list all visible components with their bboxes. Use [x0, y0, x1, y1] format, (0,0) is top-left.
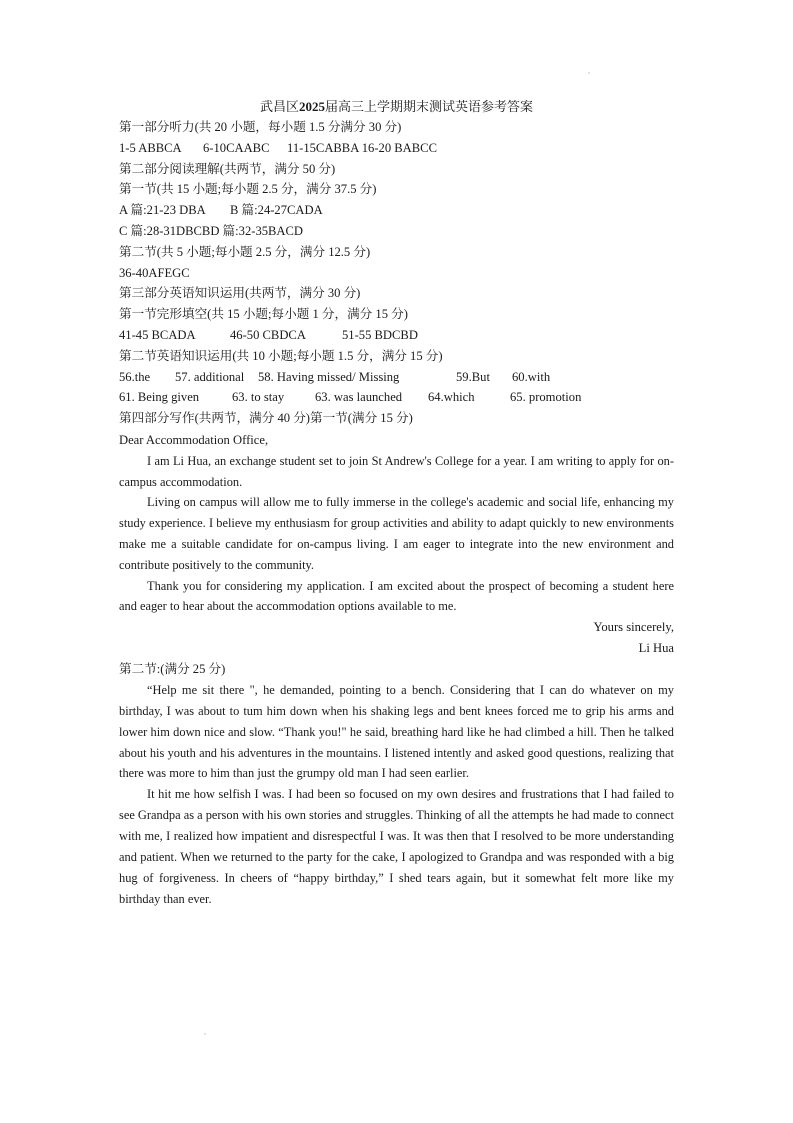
cloze-answers: [119, 325, 674, 346]
grammar-61: 61. Being given: [119, 390, 200, 405]
story-header: 第二节:(满分 25 分): [119, 662, 226, 676]
grammar-59: 59.But: [456, 369, 490, 384]
letter-salutation: Dear Accommodation Office,: [119, 433, 269, 447]
grammar-65: 65. promotion: [510, 390, 582, 405]
scan-speck: [204, 1033, 206, 1035]
cloze-46-50: 46-50 CBDCA: [230, 327, 306, 342]
story-paragraph: It hit me how selfish I was. I had been so focused on my own desires and frustrations that I had failed to see Grandpa as a person with his own stories and struggles. Thinking of all the attempts he had made to connect with me, I realized how impatient and disrespectful I was. It was then that I resolved to be more understanding and patient. When we returned to the party for the cake, I apologized to Grandpa and was responded with a big hug of forgiveness. In cheers of “happy birthday,” I shed tears again, but it somewhat felt more like my birthday than ever.: [119, 787, 674, 906]
letter-paragraph: Thank you for considering my application. I am excited about the prospect of becoming a student here and eager to hear about the accommodation options available to me.: [119, 578, 674, 614]
grammar-header: 第二节英语知识运用(共 10 小题;每小题 1.5 分，满分 15 分): [119, 348, 443, 363]
grammar-row-2: [119, 387, 674, 408]
grammar-57: 57. additional: [175, 369, 245, 384]
reading-b: B 篇:24-27CADA: [230, 203, 323, 218]
page-title: [119, 97, 674, 117]
cloze-header: 第一节完形填空(共 15 小题;每小题 1 分，满分 15 分): [119, 307, 408, 322]
usage-header: 第三部分英语知识运用(共两节，满分 30 分): [119, 286, 361, 301]
title-part1: 武昌区: [259, 99, 299, 114]
listening-answers: [119, 138, 674, 159]
grammar-row-1: [119, 367, 674, 388]
grammar-63: 63. was launched: [315, 390, 403, 405]
listening-11-20: 11-15CABBA 16-20 BABCC: [287, 140, 437, 155]
grammar-56: 56.the: [119, 369, 151, 384]
grammar-64: 64.which: [428, 390, 475, 405]
reading-section2-header: 第二节(共 5 小题;每小题 2.5 分，满分 12.5 分): [119, 244, 371, 259]
listening-header: 第一部分听力(共 20 小题，每小题 1.5 分满分 30 分): [119, 120, 402, 134]
grammar-58: 58. Having missed/ Missing: [258, 369, 400, 384]
reading-header: 第二部分阅读理解(共两节，满分 50 分): [119, 161, 336, 176]
title-year: 2025: [299, 99, 325, 114]
reading-section2-answers: 36-40AFEGC: [119, 265, 190, 280]
grammar-60: 60.with: [512, 369, 551, 384]
reading-a: A 篇:21-23 DBA: [119, 203, 206, 218]
listening-6-10: 6-10CAABC: [203, 140, 270, 155]
scan-speck: [588, 72, 590, 74]
sample-letter: [119, 430, 674, 659]
letter-signature: Li Hua: [638, 640, 674, 655]
story-paragraph: “Help me sit there ", he demanded, pointing to a bench. Considering that I can do whatever on my birthday, I was about to tum him down when his shaking legs and bent knees forced me to grip his arms and lower him down nice and slow. “Thank you!" he said, breathing hard like he had climbed a hill. Then he talked about his youth and his adventures in the mountains. I listened intently and asked good questions, realizing that there was more to him than just the grumpy old man I had seen earlier.: [119, 682, 674, 781]
reading-cd-answers: C 篇:28-31DBCBD 篇:32-35BACD: [119, 223, 304, 238]
cloze-41-45: 41-45 BCADA: [119, 327, 196, 342]
cloze-51-55: 51-55 BDCBD: [342, 327, 418, 342]
listening-1-5: 1-5 ABBCA: [119, 140, 182, 155]
letter-paragraph: I am Li Hua, an exchange student set to join St Andrew's College for a year. I am writing to apply for on-campus accommodation.: [119, 453, 674, 489]
grammar-62: 63. to stay: [232, 390, 285, 405]
letter-closing: Yours sincerely,: [593, 620, 674, 635]
sample-story: [119, 659, 674, 910]
reading-ab-answers: [119, 200, 674, 221]
writing-header: 第四部分写作(共两节，满分 40 分)第一节(满分 15 分): [119, 411, 413, 426]
reading-section1-header: 第一节(共 15 小题;每小题 2.5 分，满分 37.5 分): [119, 182, 377, 197]
title-part2: 届高三上学期期末测试英语参考答案: [325, 99, 534, 114]
answer-key: [119, 117, 674, 429]
letter-paragraph: Living on campus will allow me to fully immerse in the college's academic and social life, enhancing my study experience. I believe my enthusiasm for group activities and ability to adapt quickly to new environments make me a suitable candidate for on-campus living. I am eager to integrate into the new environment and contribute positively to the community.: [119, 495, 674, 572]
